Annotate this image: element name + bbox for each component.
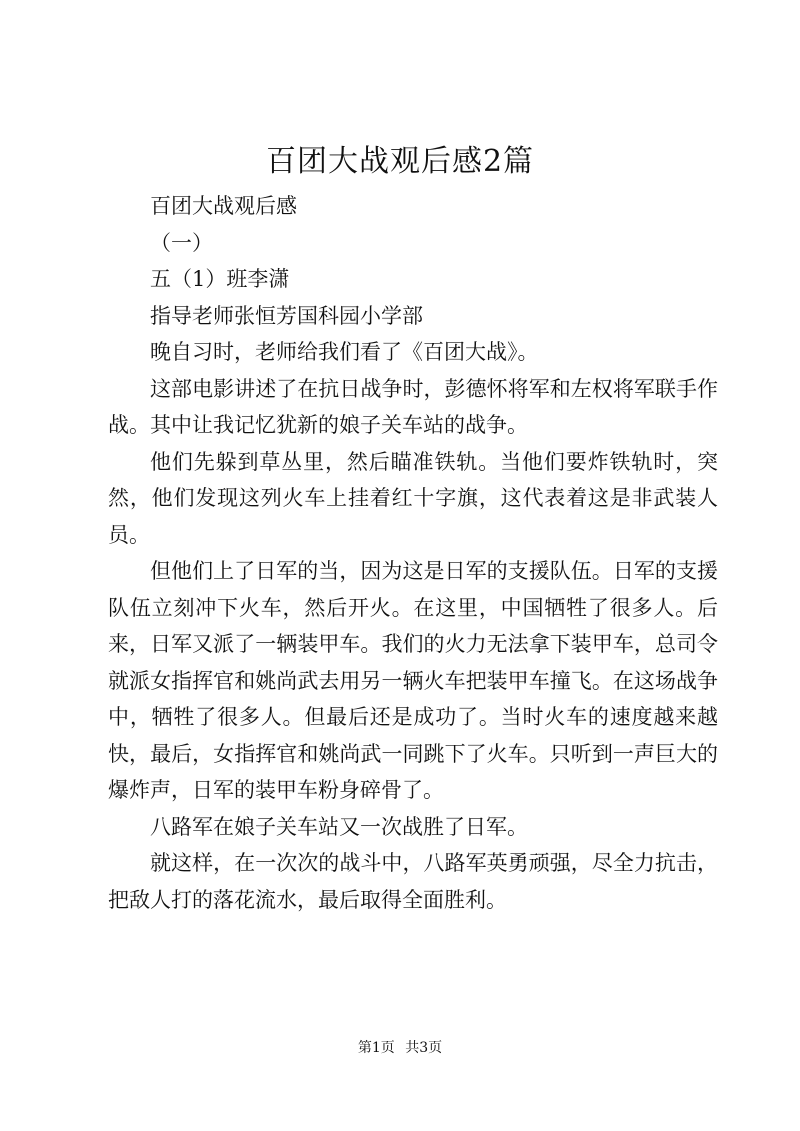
paragraph-subtitle: 百团大战观后感: [150, 194, 297, 218]
paragraph-intro: 晚自习时，老师给我们看了《百团大战》。: [150, 340, 539, 364]
paragraph-section-number: （一）: [150, 230, 213, 255]
document-title: 百团大战观后感2篇: [265, 144, 535, 179]
page-footer: [0, 1038, 800, 1058]
paragraph-conclusion: 就这样，在一次次的战斗中，八路军英勇顽强，尽全力抗击，把敌人打的落花流水，最后取得全面胜利。: [108, 851, 718, 912]
paragraph-battle: 但他们上了日军的当，因为这是日军的支援队伍。日军的支援队伍立刻冲下火车，然后开火。在这里，中国牺牲了很多人。后来，日军又派了一辆装甲车。我们的火力无法拿下装甲车，总司令就派女指挥官和姚尚武去用另一辆火车把装甲车撞飞。在这场战争中，牺牲了很多人。但最后还是成功了。当时火车的速度越来越快，最后，女指挥官和姚尚武一同跳下了火车。只听到一声巨大的爆炸声，日军的装甲车粉身碎骨了。: [108, 559, 718, 802]
paragraph-teacher: 指导老师张恒芳国科园小学部: [150, 303, 423, 328]
paragraph-ambush: 他们先躲到草丛里，然后瞄准铁轨。当他们要炸铁轨时，突然，他们发现这列火车上挂着红十字旗，这代表着这是非武装人员。: [108, 449, 718, 547]
document-body: [108, 188, 718, 918]
page-number: 第1页: [357, 1040, 395, 1056]
paragraph-victory: 八路军在娘子关车站又一次战胜了日军。: [150, 814, 528, 839]
paragraph-author: 五（1）班李潇: [150, 267, 290, 291]
page-total: 共3页: [405, 1040, 443, 1056]
paragraph-movie-summary: 这部电影讲述了在抗日战争时，彭德怀将军和左权将军联手作战。其中让我记忆犹新的娘子关车站的战争。: [108, 376, 718, 437]
